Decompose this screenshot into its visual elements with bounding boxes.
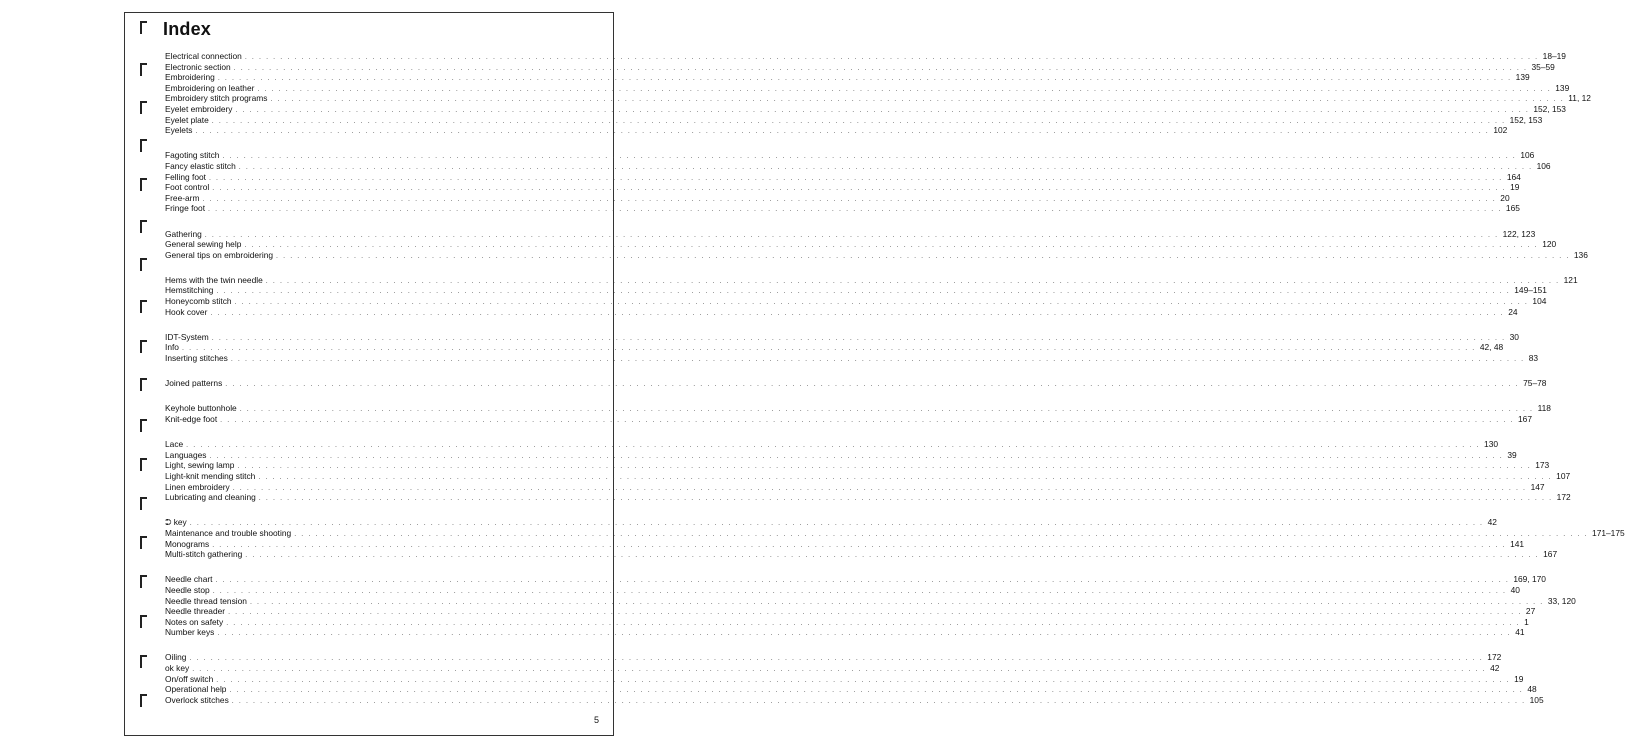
index-page-ref: 20: [1500, 192, 1510, 203]
binding-mark: [140, 497, 147, 510]
binding-mark: [140, 101, 147, 114]
index-page-ref: 11, 12: [1568, 93, 1591, 104]
binding-mark: [140, 458, 147, 471]
index-page-ref: 120: [1542, 239, 1557, 250]
index-entry: [165, 160, 1551, 172]
dot-leader: . . . . . . . . . . . . . . . . . . . . . . . . . . . . . . . . . . . . . . . . . . . . . . . . . . . . . . . . . . . . . . . . . . . . . . . . . . . . . . . . . . . . . . . . . . . . . . . . . . . . . . . . . . . . . . . . . . . . . . . . . . . . . . . . . . . . . . . . . . . . . . . . . . . . . . . . . . . . . . . . . . . . . . . . . . . . . . . . . . . . . . .: [270, 96, 1565, 104]
index-entry: [165, 606, 1536, 617]
dot-leader: . . . . . . . . . . . . . . . . . . . . . . . . . . . . . . . . . . . . . . . . . . . . . . . . . . . . . . . . . . . . . . . . . . . . . . . . . . . . . . . . . . . . . . . . . . . . . . . . . . . . . . . . . . . . . . . . . . . . . . . . . . . . . . . . . . . . . . . . . . . . . . . . . . . . . . . . . . . . . . . . . . . . . . . . . . . . . . . . . . . . . . .: [258, 495, 1553, 503]
index-group: [165, 228, 1588, 261]
dot-leader: . . . . . . . . . . . . . . . . . . . . . . . . . . . . . . . . . . . . . . . . . . . . . . . . . . . . . . . . . . . . . . . . . . . . . . . . . . . . . . . . . . . . . . . . . . . . . . . . . . . . . . . . . . . . . . . . . . . . . . . . . . . . . . . . . . . . . . . . . . . . . . . . . . . . . . . . . . . . . . . . . . . . . . . . . . . . . . . . . . . . . . .: [222, 153, 1517, 161]
index-term: Electronic section: [165, 61, 231, 72]
index-entry: [165, 296, 1547, 307]
index-group: [165, 574, 1576, 638]
index-page-ref: 141: [1510, 538, 1525, 549]
index-entry: [165, 470, 1571, 482]
index-group: [165, 331, 1539, 364]
index-term: On/off switch: [165, 673, 214, 684]
dot-leader: . . . . . . . . . . . . . . . . . . . . . . . . . . . . . . . . . . . . . . . . . . . . . . . . . . . . . . . . . . . . . . . . . . . . . . . . . . . . . . . . . . . . . . . . . . . . . . . . . . . . . . . . . . . . . . . . . . . . . . . . . . . . . . . . . . . . . . . . . . . . . . . . . . . . . . . . . . . . . . . . . . . . . . . . . . . . . . . . . . . . . . .: [257, 85, 1552, 93]
dot-leader: . . . . . . . . . . . . . . . . . . . . . . . . . . . . . . . . . . . . . . . . . . . . . . . . . . . . . . . . . . . . . . . . . . . . . . . . . . . . . . . . . . . . . . . . . . . . . . . . . . . . . . . . . . . . . . . . . . . . . . . . . . . . . . . . . . . . . . . . . . . . . . . . . . . . . . . . . . . . . . . . . . . . . . . . . . . . . . . . . . . . . . .: [217, 75, 1512, 83]
dot-leader: . . . . . . . . . . . . . . . . . . . . . . . . . . . . . . . . . . . . . . . . . . . . . . . . . . . . . . . . . . . . . . . . . . . . . . . . . . . . . . . . . . . . . . . . . . . . . . . . . . . . . . . . . . . . . . . . . . . . . . . . . . . . . . . . . . . . . . . . . . . . . . . . . . . . . . . . . . . . . . . . . . . . . . . . . . . . . . . . . . . . . . .: [265, 277, 1560, 285]
index-page-ref: 122, 123: [1502, 228, 1536, 239]
dot-leader: . . . . . . . . . . . . . . . . . . . . . . . . . . . . . . . . . . . . . . . . . . . . . . . . . . . . . . . . . . . . . . . . . . . . . . . . . . . . . . . . . . . . . . . . . . . . . . . . . . . . . . . . . . . . . . . . . . . . . . . . . . . . . . . . . . . . . . . . . . . . . . . . . . . . . . . . . . . . . . . . . . . . . . . . . . . . . . . . . . . . . . .: [216, 288, 1511, 296]
dot-leader: . . . . . . . . . . . . . . . . . . . . . . . . . . . . . . . . . . . . . . . . . . . . . . . . . . . . . . . . . . . . . . . . . . . . . . . . . . . . . . . . . . . . . . . . . . . . . . . . . . . . . . . . . . . . . . . . . . . . . . . . . . . . . . . . . . . . . . . . . . . . . . . . . . . . . . . . . . . . . . . . . . . . . . . . . . . . . . . . . . . . . . .: [239, 406, 1534, 414]
index-entry: [165, 517, 1497, 528]
index-term: Fringe foot: [165, 203, 206, 214]
dot-leader: . . . . . . . . . . . . . . . . . . . . . . . . . . . . . . . . . . . . . . . . . . . . . . . . . . . . . . . . . . . . . . . . . . . . . . . . . . . . . . . . . . . . . . . . . . . . . . . . . . . . . . . . . . . . . . . . . . . . . . . . . . . . . . . . . . . . . . . . . . . . . . . . . . . . . . . . . . . . . . . . . . . . . . . . . . . . . . . . . . . . . . .: [234, 299, 1529, 307]
index-page-ref: 118: [1537, 403, 1551, 414]
index-entry: [165, 460, 1550, 471]
index-page-ref: 102: [1493, 125, 1508, 136]
dot-leader: . . . . . . . . . . . . . . . . . . . . . . . . . . . . . . . . . . . . . . . . . . . . . . . . . . . . . . . . . . . . . . . . . . . . . . . . . . . . . . . . . . . . . . . . . . . . . . . . . . . . . . . . . . . . . . . . . . . . . . . . . . . . . . . . . . . . . . . . . . . . . . . . . . . . . . . . . . . . . . . . . . . . . . . . . . . . . . . . . . . . . . .: [208, 206, 1502, 214]
index-entry: [165, 61, 1555, 73]
index-page-ref: 27: [1525, 606, 1536, 617]
binding-mark: [140, 615, 147, 628]
index-entry: [165, 616, 1529, 628]
dot-leader: . . . . . . . . . . . . . . . . . . . . . . . . . . . . . . . . . . . . . . . . . . . . . . . . . . . . . . . . . . . . . . . . . . . . . . . . . . . . . . . . . . . . . . . . . . . . . . . . . . . . . . . . . . . . . . . . . . . . . . . . . . . . . . . . . . . . . . . . . . . . . . . . . . . . . . . . . . . . . . . . . . . . . . . . . . . . . . . . . . . . . . .: [189, 520, 1484, 528]
dot-leader: . . . . . . . . . . . . . . . . . . . . . . . . . . . . . . . . . . . . . . . . . . . . . . . . . . . . . . . . . . . . . . . . . . . . . . . . . . . . . . . . . . . . . . . . . . . . . . . . . . . . . . . . . . . . . . . . . . . . . . . . . . . . . . . . . . . . . . . . . . . . . . . . . . . . . . . . . . . . . . . . . . . . . . . . . . . . . . . . . . . . . . .: [204, 231, 1499, 239]
index-term: Multi-stitch gathering: [165, 549, 243, 560]
index-entry: [165, 51, 1566, 62]
index-page-ref: 33, 120: [1547, 595, 1576, 606]
index-term: IDT-System: [165, 331, 209, 342]
dot-leader: . . . . . . . . . . . . . . . . . . . . . . . . . . . . . . . . . . . . . . . . . . . . . . . . . . . . . . . . . . . . . . . . . . . . . . . . . . . . . . . . . . . . . . . . . . . . . . . . . . . . . . . . . . . . . . . . . . . . . . . . . . . . . . . . . . . . . . . . . . . . . . . . . . . . . . . . . . . . . . . . . . . . . . . . . . . . . . . . . . . . . . .: [189, 655, 1484, 663]
dot-leader: . . . . . . . . . . . . . . . . . . . . . . . . . . . . . . . . . . . . . . . . . . . . . . . . . . . . . . . . . . . . . . . . . . . . . . . . . . . . . . . . . . . . . . . . . . . . . . . . . . . . . . . . . . . . . . . . . . . . . . . . . . . . . . . . . . . . . . . . . . . . . . . . . . . . . . . . . . . . . . . . . . . . . . . . . . . . . . . . . . . . . . .: [208, 174, 1503, 182]
index-page-ref: 136: [1573, 249, 1588, 260]
dot-leader: . . . . . . . . . . . . . . . . . . . . . . . . . . . . . . . . . . . . . . . . . . . . . . . . . . . . . . . . . . . . . . . . . . . . . . . . . . . . . . . . . . . . . . . . . . . . . . . . . . . . . . . . . . . . . . . . . . . . . . . . . . . . . . . . . . . . . . . . . . . . . . . . . . . . . . . . . . . . . . . . . . . . . . . . . . . . . . . . . . . . . . .: [228, 609, 1522, 617]
index-page-ref: 139: [1555, 82, 1570, 93]
dot-leader: . . . . . . . . . . . . . . . . . . . . . . . . . . . . . . . . . . . . . . . . . . . . . . . . . . . . . . . . . . . . . . . . . . . . . . . . . . . . . . . . . . . . . . . . . . . . . . . . . . . . . . . . . . . . . . . . . . . . . . . . . . . . . . . . . . . . . . . . . . . . . . . . . . . . . . . . . . . . . . . . . . . . . . . . . . . . . . . . . . . . . . .: [195, 128, 1490, 136]
index-list: [165, 51, 1625, 720]
index-term: Oiling: [165, 652, 187, 663]
index-page-ref: 75–78: [1523, 378, 1547, 389]
index-page-ref: 152, 153: [1509, 114, 1543, 125]
index-entry: [165, 150, 1535, 161]
index-page-ref: 105: [1529, 694, 1544, 705]
index-term: Lubricating and cleaning: [165, 492, 256, 503]
dot-leader: . . . . . . . . . . . . . . . . . . . . . . . . . . . . . . . . . . . . . . . . . . . . . . . . . . . . . . . . . . . . . . . . . . . . . . . . . . . . . . . . . . . . . . . . . . . . . . . . . . . . . . . . . . . . . . . . . . . . . . . . . . . . . . . . . . . . . . . . . . . . . . . . . . . . . . . . . . . . . . . . . . . . . . . . . . . . . . . . . . . . . . .: [225, 381, 1520, 389]
dot-leader: . . . . . . . . . . . . . . . . . . . . . . . . . . . . . . . . . . . . . . . . . . . . . . . . . . . . . . . . . . . . . . . . . . . . . . . . . . . . . . . . . . . . . . . . . . . . . . . . . . . . . . . . . . . . . . . . . . . . . . . . . . . . . . . . . . . . . . . . . . . . . . . . . . . . . . . . . . . . . . . . . . . . . . . . . . . . . . . . . . . . . . .: [244, 54, 1539, 61]
index-term: Needle thread tension: [165, 595, 247, 606]
index-page-ref: 121: [1563, 274, 1578, 285]
index-term: Hems with the twin needle: [165, 274, 263, 285]
index-term: Monograms: [165, 538, 210, 549]
index-page-ref: 130: [1484, 439, 1499, 450]
binding-mark: [140, 378, 147, 391]
index-term: ⮊ key: [165, 517, 187, 528]
index-group: [165, 652, 1544, 705]
index-term: Fancy elastic stitch: [165, 160, 236, 171]
index-group: [165, 51, 1591, 136]
binding-mark: [140, 220, 147, 233]
index-entry: [165, 103, 1566, 115]
dot-leader: . . . . . . . . . . . . . . . . . . . . . . . . . . . . . . . . . . . . . . . . . . . . . . . . . . . . . . . . . . . . . . . . . . . . . . . . . . . . . . . . . . . . . . . . . . . . . . . . . . . . . . . . . . . . . . . . . . . . . . . . . . . . . . . . . . . . . . . . . . . . . . . . . . . . . . . . . . . . . . . . . . . . . . . . . . . . . . . . . . . . . . .: [181, 345, 1476, 353]
index-entry: [165, 627, 1525, 638]
index-page-ref: 19: [1514, 673, 1524, 684]
index-term: Light, sewing lamp: [165, 460, 235, 471]
index-entry: [165, 595, 1576, 607]
dot-leader: . . . . . . . . . . . . . . . . . . . . . . . . . . . . . . . . . . . . . . . . . . . . . . . . . . . . . . . . . . . . . . . . . . . . . . . . . . . . . . . . . . . . . . . . . . . . . . . . . . . . . . . . . . . . . . . . . . . . . . . . . . . . . . . . . . . . . . . . . . . . . . . . . . . . . . . . . . . . . . . . . . . . . . . . . . . . . . . . . . . . . . .: [212, 541, 1507, 549]
index-page-ref: 106: [1536, 160, 1551, 171]
index-page-ref: 164: [1506, 171, 1521, 182]
dot-leader: . . . . . . . . . . . . . . . . . . . . . . . . . . . . . . . . . . . . . . . . . . . . . . . . . . . . . . . . . . . . . . . . . . . . . . . . . . . . . . . . . . . . . . . . . . . . . . . . . . . . . . . . . . . . . . . . . . . . . . . . . . . . . . . . . . . . . . . . . . . . . . . . . . . . . . . . . . . . . . . . . . . . . . . . . . . . . . . . . . . . . . .: [216, 676, 1511, 684]
index-page-ref: 18–19: [1542, 51, 1566, 61]
index-page-ref: 40: [1510, 584, 1520, 595]
index-page-ref: 35–59: [1531, 61, 1555, 72]
index-group: [165, 403, 1551, 424]
index-term: Maintenance and trouble shooting: [165, 527, 292, 538]
index-group: [165, 439, 1571, 503]
binding-mark: [140, 655, 147, 668]
binding-mark: [140, 63, 147, 76]
index-entry: [165, 125, 1508, 136]
index-page-ref: 167: [1518, 414, 1532, 424]
index-term: Notes on safety: [165, 616, 224, 627]
index-entry: [165, 663, 1500, 674]
index-page-ref: 42, 48: [1479, 342, 1504, 353]
index-entry: [165, 684, 1537, 695]
index-entry: [165, 192, 1510, 204]
binding-mark: [140, 139, 147, 152]
index-page-ref: 30: [1509, 331, 1519, 342]
index-page-ref: 104: [1532, 296, 1547, 307]
index-term: Info: [165, 342, 179, 353]
index-term: General sewing help: [165, 239, 242, 250]
index-term: Number keys: [165, 627, 215, 638]
index-group: [165, 150, 1551, 214]
index-term: Eyelets: [165, 125, 193, 136]
binding-mark: [140, 694, 147, 707]
index-page-ref: 41: [1515, 627, 1525, 638]
index-entry: [165, 549, 1558, 560]
index-entry: [165, 342, 1504, 353]
page-title: Index: [163, 19, 212, 39]
index-term: Joined patterns: [165, 378, 223, 389]
index-group: [165, 274, 1578, 317]
index-entry: [165, 481, 1545, 493]
index-page-ref: 147: [1530, 481, 1545, 492]
dot-leader: . . . . . . . . . . . . . . . . . . . . . . . . . . . . . . . . . . . . . . . . . . . . . . . . . . . . . . . . . . . . . . . . . . . . . . . . . . . . . . . . . . . . . . . . . . . . . . . . . . . . . . . . . . . . . . . . . . . . . . . . . . . . . . . . . . . . . . . . . . . . . . . . . . . . . . . . . . . . . . . . . . . . . . . . . . . . . . . . . . . . . . .: [231, 697, 1526, 705]
index-term: Operational help: [165, 684, 227, 695]
index-entry: [165, 306, 1518, 318]
index-term: Hook cover: [165, 306, 208, 317]
dot-leader: . . . . . . . . . . . . . . . . . . . . . . . . . . . . . . . . . . . . . . . . . . . . . . . . . . . . . . . . . . . . . . . . . . . . . . . . . . . . . . . . . . . . . . . . . . . . . . . . . . . . . . . . . . . . . . . . . . . . . . . . . . . . . . . . . . . . . . . . . . . . . . . . . . . . . . . . . . . . . . . . . . . . . . . . . . . . . . . . . . . . . . .: [202, 195, 1497, 203]
document-page: [124, 12, 1625, 736]
index-page-ref: 165: [1505, 203, 1520, 214]
index-entry: [165, 171, 1521, 183]
index-page-ref: 149–151: [1514, 285, 1547, 296]
index-term: Fagoting stitch: [165, 150, 220, 161]
index-term: Overlock stitches: [165, 694, 229, 705]
index-term: Honeycomb stitch: [165, 296, 232, 307]
index-page-ref: 171–175: [1592, 527, 1625, 538]
index-page-ref: 139: [1515, 72, 1530, 83]
index-entry: [165, 93, 1591, 104]
dot-leader: . . . . . . . . . . . . . . . . . . . . . . . . . . . . . . . . . . . . . . . . . . . . . . . . . . . . . . . . . . . . . . . . . . . . . . . . . . . . . . . . . . . . . . . . . . . . . . . . . . . . . . . . . . . . . . . . . . . . . . . . . . . . . . . . . . . . . . . . . . . . . . . . . . . . . . . . . . . . . . . . . . . . . . . . . . . . . . . . . . . . . . .: [233, 64, 1528, 72]
dot-leader: . . . . . . . . . . . . . . . . . . . . . . . . . . . . . . . . . . . . . . . . . . . . . . . . . . . . . . . . . . . . . . . . . . . . . . . . . . . . . . . . . . . . . . . . . . . . . . . . . . . . . . . . . . . . . . . . . . . . . . . . . . . . . . . . . . . . . . . . . . . . . . . . . . . . . . . . . . . . . . . . . . . . . . . . . . . . . . . . . . . . . . .: [212, 587, 1507, 595]
index-term: Free-arm: [165, 192, 200, 203]
index-page-ref: 106: [1520, 150, 1535, 161]
index-entry: [165, 228, 1536, 240]
index-term: Electrical connection: [165, 51, 242, 61]
dot-leader: . . . . . . . . . . . . . . . . . . . . . . . . . . . . . . . . . . . . . . . . . . . . . . . . . . . . . . . . . . . . . . . . . . . . . . . . . . . . . . . . . . . . . . . . . . . . . . . . . . . . . . . . . . . . . . . . . . . . . . . . . . . . . . . . . . . . . . . . . . . . . . . . . . . . . . . . . . . . . . . . . . . . . . . . . . . . . . . . . . . . . . .: [211, 334, 1506, 342]
index-page-ref: 107: [1556, 470, 1571, 481]
index-term: Light-knit mending stitch: [165, 470, 256, 481]
index-entry: [165, 414, 1532, 425]
index-entry: [165, 378, 1547, 389]
index-entry: [165, 652, 1502, 663]
dot-leader: . . . . . . . . . . . . . . . . . . . . . . . . . . . . . . . . . . . . . . . . . . . . . . . . . . . . . . . . . . . . . . . . . . . . . . . . . . . . . . . . . . . . . . . . . . . . . . . . . . . . . . . . . . . . . . . . . . . . . . . . . . . . . . . . . . . . . . . . . . . . . . . . . . . . . . . . . . . . . . . . . . . . . . . . . . . . . . . . . . . . . . .: [238, 163, 1533, 171]
index-term: Needle stop: [165, 584, 210, 595]
binding-mark: [140, 21, 147, 34]
index-term: Embroidering on leather: [165, 82, 255, 93]
index-page-ref: 167: [1543, 549, 1558, 560]
index-page-ref: 1: [1524, 616, 1529, 627]
index-entry: [165, 527, 1625, 539]
dot-leader: . . . . . . . . . . . . . . . . . . . . . . . . . . . . . . . . . . . . . . . . . . . . . . . . . . . . . . . . . . . . . . . . . . . . . . . . . . . . . . . . . . . . . . . . . . . . . . . . . . . . . . . . . . . . . . . . . . . . . . . . . . . . . . . . . . . . . . . . . . . . . . . . . . . . . . . . . . . . . . . . . . . . . . . . . . . . . . . . . . . . . . .: [230, 356, 1525, 364]
index-term: Needle threader: [165, 606, 226, 617]
dot-leader: . . . . . . . . . . . . . . . . . . . . . . . . . . . . . . . . . . . . . . . . . . . . . . . . . . . . . . . . . . . . . . . . . . . . . . . . . . . . . . . . . . . . . . . . . . . . . . . . . . . . . . . . . . . . . . . . . . . . . . . . . . . . . . . . . . . . . . . . . . . . . . . . . . . . . . . . . . . . . . . . . . . . . . . . . . . . . . . . . . . . . . .: [220, 417, 1515, 424]
dot-leader: . . . . . . . . . . . . . . . . . . . . . . . . . . . . . . . . . . . . . . . . . . . . . . . . . . . . . . . . . . . . . . . . . . . . . . . . . . . . . . . . . . . . . . . . . . . . . . . . . . . . . . . . . . . . . . . . . . . . . . . . . . . . . . . . . . . . . . . . . . . . . . . . . . . . . . . . . . . . . . . . . . . . . . . . . . . . . . . . . . . . . . .: [294, 530, 1589, 538]
dot-leader: . . . . . . . . . . . . . . . . . . . . . . . . . . . . . . . . . . . . . . . . . . . . . . . . . . . . . . . . . . . . . . . . . . . . . . . . . . . . . . . . . . . . . . . . . . . . . . . . . . . . . . . . . . . . . . . . . . . . . . . . . . . . . . . . . . . . . . . . . . . . . . . . . . . . . . . . . . . . . . . . . . . . . . . . . . . . . . . . . . . . . . .: [244, 242, 1539, 250]
index-term: Embroidering: [165, 72, 215, 83]
index-entry: [165, 331, 1519, 343]
index-term: ok key: [165, 663, 190, 674]
index-entry: [165, 274, 1578, 286]
dot-leader: . . . . . . . . . . . . . . . . . . . . . . . . . . . . . . . . . . . . . . . . . . . . . . . . . . . . . . . . . . . . . . . . . . . . . . . . . . . . . . . . . . . . . . . . . . . . . . . . . . . . . . . . . . . . . . . . . . . . . . . . . . . . . . . . . . . . . . . . . . . . . . . . . . . . . . . . . . . . . . . . . . . . . . . . . . . . . . . . . . . . . . .: [276, 252, 1570, 260]
index-entry: [165, 574, 1546, 585]
index-entry: [165, 353, 1539, 364]
index-group: [165, 517, 1625, 560]
index-entry: [165, 82, 1570, 94]
index-entry: [165, 72, 1530, 83]
index-page-ref: 48: [1527, 684, 1537, 695]
index-term: Gathering: [165, 228, 202, 239]
index-entry: [165, 673, 1524, 685]
index-term: Felling foot: [165, 171, 206, 182]
index-term: Knit-edge foot: [165, 414, 218, 424]
index-group: [165, 378, 1547, 389]
dot-leader: . . . . . . . . . . . . . . . . . . . . . . . . . . . . . . . . . . . . . . . . . . . . . . . . . . . . . . . . . . . . . . . . . . . . . . . . . . . . . . . . . . . . . . . . . . . . . . . . . . . . . . . . . . . . . . . . . . . . . . . . . . . . . . . . . . . . . . . . . . . . . . . . . . . . . . . . . . . . . . . . . . . . . . . . . . . . . . . . . . . . . . .: [245, 552, 1540, 560]
index-term: Linen embroidery: [165, 481, 230, 492]
index-entry: [165, 182, 1520, 193]
index-term: Embroidery stitch programs: [165, 93, 268, 104]
dot-leader: . . . . . . . . . . . . . . . . . . . . . . . . . . . . . . . . . . . . . . . . . . . . . . . . . . . . . . . . . . . . . . . . . . . . . . . . . . . . . . . . . . . . . . . . . . . . . . . . . . . . . . . . . . . . . . . . . . . . . . . . . . . . . . . . . . . . . . . . . . . . . . . . . . . . . . . . . . . . . . . . . . . . . . . . . . . . . . . . . . . . . . .: [215, 577, 1510, 585]
index-page-ref: 152, 153: [1533, 103, 1566, 114]
index-page-ref: 173: [1535, 460, 1550, 471]
index-entry: [165, 249, 1588, 261]
binding-mark: [140, 340, 147, 353]
binding-edge: [125, 13, 147, 735]
index-page-ref: 19: [1510, 182, 1520, 193]
index-term: Hemstitching: [165, 285, 214, 296]
index-page-ref: 42: [1487, 517, 1497, 528]
dot-leader: . . . . . . . . . . . . . . . . . . . . . . . . . . . . . . . . . . . . . . . . . . . . . . . . . . . . . . . . . . . . . . . . . . . . . . . . . . . . . . . . . . . . . . . . . . . . . . . . . . . . . . . . . . . . . . . . . . . . . . . . . . . . . . . . . . . . . . . . . . . . . . . . . . . . . . . . . . . . . . . . . . . . . . . . . . . . . . . . . . . . . . .: [258, 473, 1553, 481]
dot-leader: . . . . . . . . . . . . . . . . . . . . . . . . . . . . . . . . . . . . . . . . . . . . . . . . . . . . . . . . . . . . . . . . . . . . . . . . . . . . . . . . . . . . . . . . . . . . . . . . . . . . . . . . . . . . . . . . . . . . . . . . . . . . . . . . . . . . . . . . . . . . . . . . . . . . . . . . . . . . . . . . . . . . . . . . . . . . . . . . . . . . . . .: [212, 185, 1507, 193]
index-page-ref: 24: [1508, 306, 1518, 317]
index-term: Eyelet embroidery: [165, 103, 233, 114]
index-term: Languages: [165, 449, 207, 460]
index-page-ref: 172: [1487, 652, 1502, 663]
index-entry: [165, 439, 1499, 450]
binding-mark: [140, 575, 147, 588]
index-term: Inserting stitches: [165, 353, 228, 364]
index-term: Lace: [165, 439, 184, 450]
dot-leader: . . . . . . . . . . . . . . . . . . . . . . . . . . . . . . . . . . . . . . . . . . . . . . . . . . . . . . . . . . . . . . . . . . . . . . . . . . . . . . . . . . . . . . . . . . . . . . . . . . . . . . . . . . . . . . . . . . . . . . . . . . . . . . . . . . . . . . . . . . . . . . . . . . . . . . . . . . . . . . . . . . . . . . . . . . . . . . . . . . . . . . .: [235, 106, 1530, 114]
binding-mark: [140, 178, 147, 191]
index-entry: [165, 285, 1547, 296]
index-entry: [165, 449, 1517, 461]
dot-leader: . . . . . . . . . . . . . . . . . . . . . . . . . . . . . . . . . . . . . . . . . . . . . . . . . . . . . . . . . . . . . . . . . . . . . . . . . . . . . . . . . . . . . . . . . . . . . . . . . . . . . . . . . . . . . . . . . . . . . . . . . . . . . . . . . . . . . . . . . . . . . . . . . . . . . . . . . . . . . . . . . . . . . . . . . . . . . . . . . . . . . . .: [211, 117, 1506, 125]
index-page-ref: 42: [1490, 663, 1500, 674]
index-entry: [165, 584, 1520, 596]
index-entry: [165, 203, 1520, 214]
index-term: Needle chart: [165, 574, 213, 585]
dot-leader: . . . . . . . . . . . . . . . . . . . . . . . . . . . . . . . . . . . . . . . . . . . . . . . . . . . . . . . . . . . . . . . . . . . . . . . . . . . . . . . . . . . . . . . . . . . . . . . . . . . . . . . . . . . . . . . . . . . . . . . . . . . . . . . . . . . . . . . . . . . . . . . . . . . . . . . . . . . . . . . . . . . . . . . . . . . . . . . . . . . . . . .: [232, 484, 1527, 492]
dot-leader: . . . . . . . . . . . . . . . . . . . . . . . . . . . . . . . . . . . . . . . . . . . . . . . . . . . . . . . . . . . . . . . . . . . . . . . . . . . . . . . . . . . . . . . . . . . . . . . . . . . . . . . . . . . . . . . . . . . . . . . . . . . . . . . . . . . . . . . . . . . . . . . . . . . . . . . . . . . . . . . . . . . . . . . . . . . . . . . . . . . . . . .: [249, 598, 1544, 606]
index-entry: [165, 114, 1543, 126]
index-entry: [165, 239, 1557, 250]
dot-leader: . . . . . . . . . . . . . . . . . . . . . . . . . . . . . . . . . . . . . . . . . . . . . . . . . . . . . . . . . . . . . . . . . . . . . . . . . . . . . . . . . . . . . . . . . . . . . . . . . . . . . . . . . . . . . . . . . . . . . . . . . . . . . . . . . . . . . . . . . . . . . . . . . . . . . . . . . . . . . . . . . . . . . . . . . . . . . . . . . . . . . . .: [209, 452, 1504, 460]
dot-leader: . . . . . . . . . . . . . . . . . . . . . . . . . . . . . . . . . . . . . . . . . . . . . . . . . . . . . . . . . . . . . . . . . . . . . . . . . . . . . . . . . . . . . . . . . . . . . . . . . . . . . . . . . . . . . . . . . . . . . . . . . . . . . . . . . . . . . . . . . . . . . . . . . . . . . . . . . . . . . . . . . . . . . . . . . . . . . . . . . . . . . . .: [229, 687, 1524, 695]
dot-leader: . . . . . . . . . . . . . . . . . . . . . . . . . . . . . . . . . . . . . . . . . . . . . . . . . . . . . . . . . . . . . . . . . . . . . . . . . . . . . . . . . . . . . . . . . . . . . . . . . . . . . . . . . . . . . . . . . . . . . . . . . . . . . . . . . . . . . . . . . . . . . . . . . . . . . . . . . . . . . . . . . . . . . . . . . . . . . . . . . . . . . . .: [192, 666, 1487, 674]
index-entry: [165, 492, 1571, 503]
dot-leader: . . . . . . . . . . . . . . . . . . . . . . . . . . . . . . . . . . . . . . . . . . . . . . . . . . . . . . . . . . . . . . . . . . . . . . . . . . . . . . . . . . . . . . . . . . . . . . . . . . . . . . . . . . . . . . . . . . . . . . . . . . . . . . . . . . . . . . . . . . . . . . . . . . . . . . . . . . . . . . . . . . . . . . . . . . . . . . . . . . . . . . .: [237, 463, 1532, 471]
binding-mark: [140, 419, 147, 432]
index-term: Eyelet plate: [165, 114, 209, 125]
dot-leader: . . . . . . . . . . . . . . . . . . . . . . . . . . . . . . . . . . . . . . . . . . . . . . . . . . . . . . . . . . . . . . . . . . . . . . . . . . . . . . . . . . . . . . . . . . . . . . . . . . . . . . . . . . . . . . . . . . . . . . . . . . . . . . . . . . . . . . . . . . . . . . . . . . . . . . . . . . . . . . . . . . . . . . . . . . . . . . . . . . . . . . .: [217, 630, 1512, 638]
binding-mark: [140, 300, 147, 313]
index-entry: [165, 403, 1551, 414]
index-page-ref: 172: [1556, 492, 1571, 503]
dot-leader: . . . . . . . . . . . . . . . . . . . . . . . . . . . . . . . . . . . . . . . . . . . . . . . . . . . . . . . . . . . . . . . . . . . . . . . . . . . . . . . . . . . . . . . . . . . . . . . . . . . . . . . . . . . . . . . . . . . . . . . . . . . . . . . . . . . . . . . . . . . . . . . . . . . . . . . . . . . . . . . . . . . . . . . . . . . . . . . . . . . . . . .: [226, 619, 1521, 627]
index-term: Keyhole buttonhole: [165, 403, 237, 414]
index-term: General tips on embroidering: [165, 249, 274, 260]
index-page-ref: 169, 170: [1513, 574, 1546, 585]
index-page-ref: 83: [1528, 353, 1539, 364]
page-number: 5: [593, 715, 599, 725]
binding-mark: [140, 258, 147, 271]
dot-leader: . . . . . . . . . . . . . . . . . . . . . . . . . . . . . . . . . . . . . . . . . . . . . . . . . . . . . . . . . . . . . . . . . . . . . . . . . . . . . . . . . . . . . . . . . . . . . . . . . . . . . . . . . . . . . . . . . . . . . . . . . . . . . . . . . . . . . . . . . . . . . . . . . . . . . . . . . . . . . . . . . . . . . . . . . . . . . . . . . . . . . . .: [186, 442, 1481, 450]
dot-leader: . . . . . . . . . . . . . . . . . . . . . . . . . . . . . . . . . . . . . . . . . . . . . . . . . . . . . . . . . . . . . . . . . . . . . . . . . . . . . . . . . . . . . . . . . . . . . . . . . . . . . . . . . . . . . . . . . . . . . . . . . . . . . . . . . . . . . . . . . . . . . . . . . . . . . . . . . . . . . . . . . . . . . . . . . . . . . . . . . . . . . . .: [210, 309, 1505, 317]
index-entry: [165, 538, 1525, 550]
index-page-ref: 39: [1507, 449, 1517, 460]
index-term: Foot control: [165, 182, 210, 193]
binding-mark: [140, 536, 147, 549]
